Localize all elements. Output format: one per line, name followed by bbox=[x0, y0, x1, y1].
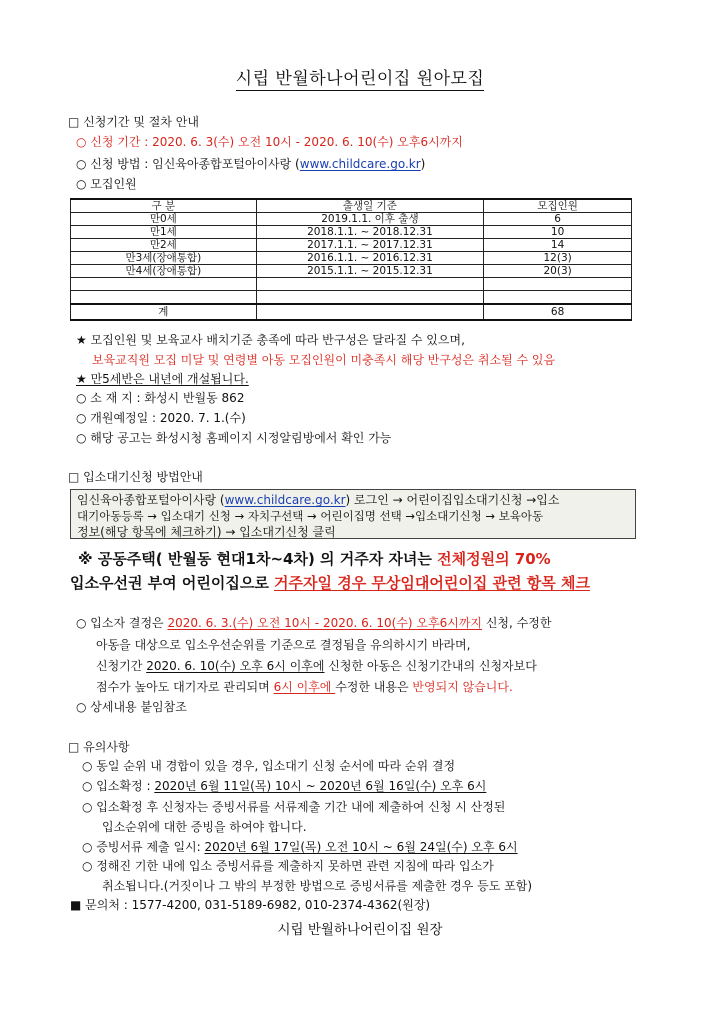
closing-signature: 시립 반월하나어린이집 원장 bbox=[277, 922, 443, 938]
decision-line-1: ○ 입소자 결정은 2020. 6. 3.(수) 오전 10시 - 2020. 6. 10(수) 오후6시까지 신청, 수정한 bbox=[76, 616, 552, 630]
table-cell: 만0세 bbox=[71, 213, 257, 226]
childcare-link-2[interactable]: www.childcare.go.kr bbox=[224, 493, 346, 507]
section-heading-notes: □ 유의사항 bbox=[68, 740, 130, 754]
page-title: 시립 반월하나어린이집 원아모집 bbox=[235, 69, 485, 89]
childcare-link[interactable]: www.childcare.go.kr bbox=[299, 157, 421, 171]
decision-line-4: 점수가 높아도 대기자로 관리되며 6시 이후에 수정한 내용은 반영되지 않습니다. bbox=[96, 680, 513, 694]
table-cell: 2018.1.1. ~ 2018.12.31 bbox=[256, 226, 484, 239]
waitlist-instructions-box: 임신육아종합포털아이사랑 (www.childcare.go.kr) 로그인 → 어린이집입소대기신청 →입소 대기아동등록 → 입소대기 신청 → 자치구선택 → 어린이집명 선택 →입소대기신청 → 보육아동 정보(해당 항목에 체크하기) → 입소대기신청 클릭 bbox=[70, 489, 636, 539]
table-cell: 2016.1.1. ~ 2016.12.31 bbox=[256, 252, 484, 265]
table-cell: 만2세 bbox=[71, 239, 257, 252]
priority-note-2: 입소우선권 부여 어린이집으로 거주자일 경우 무상임대어린이집 관련 항목 체크 bbox=[70, 574, 590, 592]
application-method: ○ 신청 방법 : 임신육아종합포털아이사랑 (www.childcare.go.kr) bbox=[76, 157, 426, 171]
note-item-3: ○ 입소확정 후 신청자는 증빙서류를 서류제출 기간 내에 제출하여 신청 시 산정된 bbox=[82, 800, 506, 814]
note-item-5-cont: 취소됩니다.(거짓이나 그 밖의 부정한 방법으로 증빙서류를 제출한 경우 등도 포함) bbox=[102, 879, 533, 893]
table-cell: 2015.1.1. ~ 2015.12.31 bbox=[256, 265, 484, 278]
table-cell: 10 bbox=[484, 226, 632, 239]
detail-reference: ○ 상세내용 붙임참조 bbox=[76, 700, 187, 714]
table-row bbox=[71, 252, 632, 265]
recruit-heading: ○ 모집인원 bbox=[76, 177, 137, 191]
table-header-cell: 구 분 bbox=[71, 199, 257, 213]
note-item-5: ○ 정해진 기한 내에 입소 증빙서류를 제출하지 못하면 관련 지침에 따라 입소가 bbox=[82, 859, 494, 873]
table-cell: 만1세 bbox=[71, 226, 257, 239]
total-label: 계 bbox=[71, 304, 257, 320]
table-cell: 14 bbox=[484, 239, 632, 252]
notice-info: ○ 해당 공고는 화성시청 홈페이지 시정알림방에서 확인 가능 bbox=[76, 431, 392, 445]
note-item-2: ○ 입소확정 : 2020년 6월 11일(목) 10시 ~ 2020년 6월 16일(수) 오후 6시 bbox=[82, 779, 487, 793]
table-cell: 2019.1.1. 이후 출생 bbox=[256, 213, 484, 226]
section-heading-waitlist: □ 입소대기신청 방법안내 bbox=[68, 470, 203, 484]
recruitment-table bbox=[70, 198, 632, 321]
note-star-2: ★ 만5세반은 내년에 개설됩니다. bbox=[76, 372, 249, 386]
table-cell: 만4세(장애통합) bbox=[71, 265, 257, 278]
decision-line-2: 아동을 대상으로 입소우선순위를 기준으로 결정됨을 유의하시기 바라며, bbox=[96, 638, 471, 652]
table-total-row bbox=[71, 304, 632, 320]
contact-info: ■ 문의처 : 1577-4200, 031-5189-6982, 010-2374-4362(원장) bbox=[70, 898, 431, 912]
table-cell bbox=[71, 278, 257, 291]
table-row bbox=[71, 239, 632, 252]
table-cell: 6 bbox=[484, 213, 632, 226]
note-item-3-cont: 입소순위에 대한 증빙을 하여야 합니다. bbox=[102, 820, 307, 834]
table-cell: 20(3) bbox=[484, 265, 632, 278]
table-cell: 2017.1.1. ~ 2017.12.31 bbox=[256, 239, 484, 252]
table-cell bbox=[484, 278, 632, 291]
open-date: ○ 개원예정일 : 2020. 7. 1.(수) bbox=[76, 411, 246, 425]
note-star-1-red: 보육교직원 모집 미달 및 연령별 아동 모집인원이 미충족시 해당 반구성은 취소될 수 있음 bbox=[92, 353, 556, 367]
table-cell bbox=[256, 278, 484, 291]
note-star-1: ★ 모집인원 및 보육교사 배치기준 총족에 따라 반구성은 달라질 수 있으며, bbox=[76, 333, 465, 347]
location: ○ 소 재 지 : 화성시 반월동 862 bbox=[76, 391, 245, 405]
application-period: ○ 신청 기간 : 2020. 6. 3(수) 오전 10시 - 2020. 6. 10(수) 오후6시까지 bbox=[76, 135, 463, 149]
table-row bbox=[71, 278, 632, 291]
table-row bbox=[71, 226, 632, 239]
table-cell: 만3세(장애통합) bbox=[71, 252, 257, 265]
note-item-1: ○ 동일 순위 내 경합이 있을 경우, 입소대기 신청 순서에 따라 순위 결정 bbox=[82, 759, 456, 773]
priority-note-1: ※ 공동주택( 반월동 현대1차~4차) 의 거주자 자녀는 전체정원의 70% bbox=[78, 550, 551, 568]
decision-line-3: 신청기간 2020. 6. 10(수) 오후 6시 이후에 신청한 아동은 신청기간내의 신청자보다 bbox=[96, 659, 537, 673]
table-row bbox=[71, 291, 632, 305]
table-row bbox=[71, 213, 632, 226]
table-cell: 12(3) bbox=[484, 252, 632, 265]
total-value: 68 bbox=[484, 304, 632, 320]
table-header-cell: 출생일 기준 bbox=[256, 199, 484, 213]
section-heading-application: □ 신청기간 및 절차 안내 bbox=[68, 115, 199, 129]
table-row bbox=[71, 265, 632, 278]
note-item-4: ○ 증빙서류 제출 일시: 2020년 6월 17일(목) 오전 10시 ~ 6월 24일(수) 오후 6시 bbox=[82, 840, 518, 854]
table-header-row bbox=[71, 199, 632, 213]
table-header-cell: 모집인원 bbox=[484, 199, 632, 213]
